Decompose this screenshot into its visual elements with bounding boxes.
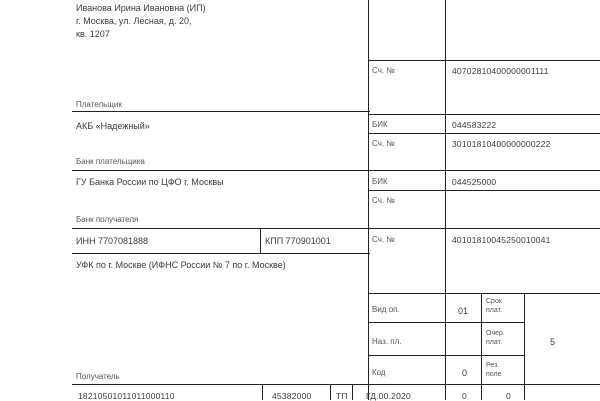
line-op-col3-divider	[524, 293, 525, 400]
line-payee-bottom	[72, 384, 600, 385]
line-payer-bank-bottom	[72, 170, 600, 171]
line-main-divider	[368, 0, 369, 400]
rez-pole-label-2: поле	[486, 371, 502, 378]
ocher-plat-label-2: плат.	[486, 339, 502, 346]
payee-account-label: Сч. №	[372, 235, 395, 244]
payee-kpp: КПП 770901001	[265, 236, 331, 246]
payee-account: 40101810045250010041	[452, 235, 551, 245]
line-op-row1-bottom	[368, 322, 524, 323]
payer-bank-name: АКБ «Надежный»	[76, 121, 150, 131]
line-op-col1-divider	[445, 293, 446, 400]
payer-bank-bik-label: БИК	[372, 120, 388, 129]
vid-op-label: Вид оп.	[372, 305, 400, 314]
ocher-plat-value: 5	[550, 337, 556, 347]
line-bottom-div3	[352, 384, 353, 400]
doc-number: 0	[462, 391, 467, 401]
payer-bank-bik: 044583222	[452, 120, 497, 130]
line-bottom-div2	[330, 384, 331, 400]
payee-bank-bik: 044525000	[452, 177, 497, 187]
srok-plat-label-1: Срок	[486, 298, 502, 305]
line-inn-kpp-divider	[260, 228, 261, 253]
line-bottom-div1	[262, 384, 263, 400]
line-bik1-bottom	[368, 133, 600, 134]
payer-label: Плательщик	[76, 100, 122, 109]
payee-bank-name: ГУ Банка России по ЦФО г. Москвы	[76, 177, 224, 187]
oktmo-code: 45382000	[272, 391, 312, 401]
payee-inn: ИНН 7707081888	[76, 236, 149, 246]
vid-op-value: 01	[458, 306, 469, 316]
payee-label: Получатель	[76, 372, 120, 381]
kod-label: Код	[372, 368, 386, 377]
doc-date: 0	[506, 391, 511, 401]
payer-account: 40702810400000001111	[452, 66, 549, 76]
payer-bank-account: 30101810400000000222	[452, 139, 551, 149]
line-payer-bank-top	[368, 114, 600, 115]
line-payer-bottom	[72, 111, 370, 112]
srok-plat-label-2: плат.	[486, 307, 502, 314]
payee-bank-bik-label: БИК	[372, 177, 388, 186]
line-op-row2-bottom	[368, 355, 524, 356]
line-payee-bank-bottom	[72, 228, 600, 229]
payer-account-label: Сч. №	[372, 66, 395, 75]
kod-value: 0	[462, 368, 468, 378]
payer-address-line-2: г. Москва, ул. Лесная, д. 20,	[76, 16, 192, 26]
line-inn-bottom	[72, 253, 370, 254]
payer-bank-account-label: Сч. №	[372, 139, 395, 148]
line-operation-top	[368, 293, 600, 294]
payer-address-line-3: кв. 1207	[76, 29, 110, 39]
line-op-col2-divider	[481, 293, 482, 400]
ocher-plat-label-1: Очер.	[486, 330, 505, 337]
kbk-code: 18210501011011000110	[78, 391, 175, 401]
payee-name: УФК по г. Москве (ИФНС России № 7 по г. Москве)	[76, 260, 286, 270]
payee-bank-account-label: Сч. №	[372, 196, 395, 205]
payer-name: Иванова Ирина Ивановна (ИП)	[76, 3, 206, 13]
payee-bank-label: Банк получателя	[76, 215, 139, 224]
payer-bank-label: Банк плательщика	[76, 157, 145, 166]
tax-period: ГД.00.2020	[366, 391, 411, 401]
rez-pole-label-1: Рез.	[486, 362, 500, 369]
line-bik2-bottom	[368, 190, 600, 191]
line-payer-account-top	[368, 60, 600, 61]
payment-basis: ТП	[336, 391, 348, 401]
line-value-divider	[445, 0, 446, 293]
naz-pl-label: Наз. пл.	[372, 337, 402, 346]
